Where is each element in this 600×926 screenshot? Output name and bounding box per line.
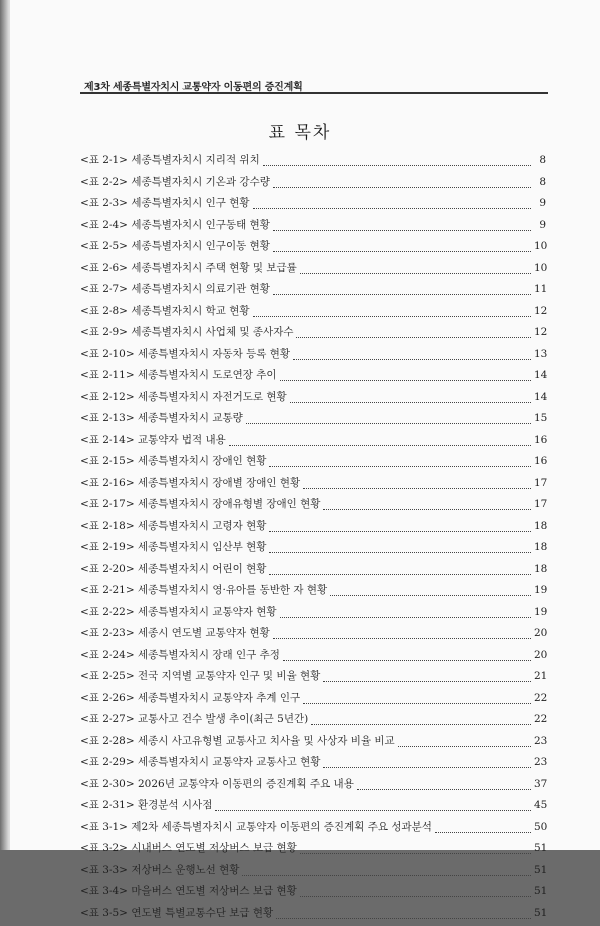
toc-entry <box>80 582 546 604</box>
toc-entry-title: <표 2-3> 세종특별자치시 인구 현황 <box>80 195 250 210</box>
toc-entry-title: <표 2-2> 세종특별자치시 기온과 강수량 <box>80 174 270 189</box>
toc-entry-page-number: 19 <box>534 606 546 618</box>
toc-entry-page-number: 14 <box>534 391 546 403</box>
dot-leader <box>273 294 531 295</box>
dot-leader <box>296 337 531 338</box>
toc-entry <box>80 324 546 346</box>
toc-entry <box>80 776 546 798</box>
toc-entry-page-number: 20 <box>534 649 546 661</box>
toc-entry-page-number: 10 <box>534 240 546 252</box>
dot-leader <box>300 896 531 897</box>
toc-entry-page-number: 23 <box>534 735 546 747</box>
table-of-contents-list <box>80 152 546 926</box>
toc-entry-title: <표 2-25> 전국 지역별 교통약자 인구 및 비율 현황 <box>80 668 320 683</box>
dot-leader <box>303 488 531 489</box>
dot-leader <box>263 165 531 166</box>
dot-leader <box>303 703 531 704</box>
dot-leader <box>269 552 531 553</box>
dot-leader <box>323 681 531 682</box>
dot-leader <box>300 853 531 854</box>
toc-entry <box>80 539 546 561</box>
toc-entry-page-number: 37 <box>534 778 546 790</box>
dot-leader <box>273 251 531 252</box>
toc-entry-page-number: 17 <box>534 477 546 489</box>
toc-entry-page-number: 23 <box>534 756 546 768</box>
toc-entry-title: <표 2-29> 세종특별자치시 교통약자 교통사고 현황 <box>80 754 320 769</box>
toc-entry-page-number: 18 <box>534 520 546 532</box>
toc-entry <box>80 862 546 884</box>
toc-entry-title: <표 3-4> 마을버스 연도별 저상버스 보급 현황 <box>80 883 297 898</box>
toc-entry-page-number: 21 <box>534 670 546 682</box>
dot-leader <box>269 531 531 532</box>
toc-entry-title: <표 2-16> 세종특별자치시 장애별 장애인 현황 <box>80 475 300 490</box>
dot-leader <box>283 660 531 661</box>
toc-entry <box>80 883 546 905</box>
dot-leader <box>276 918 531 919</box>
dot-leader <box>253 208 531 209</box>
toc-entry-title: <표 2-31> 환경분석 시사점 <box>80 797 212 812</box>
toc-entry-title: <표 2-28> 세종시 사고유형별 교통사고 치사율 및 사상자 비율 비교 <box>80 733 395 748</box>
dot-leader <box>323 509 531 510</box>
toc-entry-page-number: 9 <box>534 219 546 231</box>
toc-entry <box>80 690 546 712</box>
toc-entry-page-number: 45 <box>534 799 546 811</box>
toc-entry <box>80 797 546 819</box>
toc-entry <box>80 238 546 260</box>
toc-entry <box>80 281 546 303</box>
toc-entry-page-number: 12 <box>534 326 546 338</box>
toc-entry-title: <표 2-30> 2026년 교통약자 이동편의 증진계획 주요 내용 <box>80 776 354 791</box>
toc-entry <box>80 625 546 647</box>
dot-leader <box>280 617 531 618</box>
dot-leader <box>311 724 531 725</box>
dot-leader <box>253 316 531 317</box>
toc-entry-title: <표 2-15> 세종특별자치시 장애인 현황 <box>80 453 266 468</box>
toc-title: 표 목차 <box>0 118 600 143</box>
dot-leader <box>246 423 531 424</box>
dot-leader <box>273 638 531 639</box>
dot-leader <box>273 187 531 188</box>
toc-entry-page-number: 13 <box>534 348 546 360</box>
toc-entry-page-number: 14 <box>534 369 546 381</box>
toc-entry-page-number: 16 <box>534 455 546 467</box>
toc-entry-page-number: 51 <box>534 842 546 854</box>
toc-entry <box>80 152 546 174</box>
toc-entry-title: <표 2-22> 세종특별자치시 교통약자 현황 <box>80 604 277 619</box>
dot-leader <box>280 380 531 381</box>
toc-entry-page-number: 51 <box>534 885 546 897</box>
toc-entry-page-number: 10 <box>534 262 546 274</box>
toc-entry <box>80 840 546 862</box>
toc-entry <box>80 754 546 776</box>
toc-entry-title: <표 2-26> 세종특별자치시 교통약자 추계 인구 <box>80 690 300 705</box>
toc-entry-page-number: 18 <box>534 541 546 553</box>
toc-entry-title: <표 2-18> 세종특별자치시 고령자 현황 <box>80 518 266 533</box>
toc-entry-page-number: 22 <box>534 713 546 725</box>
toc-entry-title: <표 2-24> 세종특별자치시 장래 인구 추정 <box>80 647 280 662</box>
toc-entry-title: <표 2-14> 교통약자 법적 내용 <box>80 432 226 447</box>
toc-entry-page-number: 50 <box>534 821 546 833</box>
dot-leader <box>269 574 531 575</box>
toc-entry <box>80 260 546 282</box>
toc-entry <box>80 819 546 841</box>
toc-entry-title: <표 3-5> 연도별 특별교통수단 보급 현황 <box>80 905 273 920</box>
toc-entry <box>80 647 546 669</box>
dot-leader <box>242 875 531 876</box>
dot-leader <box>290 402 531 403</box>
toc-entry-page-number: 12 <box>534 305 546 317</box>
dot-leader <box>300 273 531 274</box>
toc-entry-title: <표 2-20> 세종특별자치시 어린이 현황 <box>80 561 266 576</box>
dot-leader <box>323 767 531 768</box>
toc-entry <box>80 733 546 755</box>
toc-entry <box>80 217 546 239</box>
toc-entry-title: <표 2-21> 세종특별자치시 영·유아를 동반한 자 현황 <box>80 582 327 597</box>
toc-entry-title: <표 2-10> 세종특별자치시 자동차 등록 현황 <box>80 346 290 361</box>
dot-leader <box>269 466 531 467</box>
running-header: 제3차 세종특별자치시 교통약자 이동편의 증진계획 <box>84 78 544 93</box>
dot-leader <box>293 359 531 360</box>
toc-entry-page-number: 8 <box>534 154 546 166</box>
toc-entry <box>80 518 546 540</box>
dot-leader <box>435 832 531 833</box>
toc-entry-title: <표 2-11> 세종특별자치시 도로연장 추이 <box>80 367 277 382</box>
toc-entry <box>80 668 546 690</box>
toc-entry-title: <표 2-9> 세종특별자치시 사업체 및 종사자수 <box>80 324 293 339</box>
toc-entry <box>80 195 546 217</box>
toc-entry-title: <표 3-1> 제2차 세종특별자치시 교통약자 이동편의 증진계획 주요 성과분석 <box>80 819 432 834</box>
toc-entry-title: <표 2-19> 세종특별자치시 임산부 현황 <box>80 539 266 554</box>
toc-entry-title: <표 2-23> 세종시 연도별 교통약자 현황 <box>80 625 270 640</box>
toc-entry <box>80 561 546 583</box>
toc-entry <box>80 346 546 368</box>
toc-entry-title: <표 2-17> 세종특별자치시 장애유형별 장애인 현황 <box>80 496 320 511</box>
toc-entry-page-number: 19 <box>534 584 546 596</box>
toc-entry-page-number: 20 <box>534 627 546 639</box>
toc-entry-page-number: 18 <box>534 563 546 575</box>
toc-entry <box>80 604 546 626</box>
toc-entry-page-number: 51 <box>534 864 546 876</box>
toc-entry <box>80 711 546 733</box>
toc-entry-page-number: 51 <box>534 907 546 919</box>
toc-entry <box>80 453 546 475</box>
toc-entry <box>80 432 546 454</box>
dot-leader <box>357 789 531 790</box>
toc-entry-title: <표 2-7> 세종특별자치시 의료기관 현황 <box>80 281 270 296</box>
toc-entry <box>80 303 546 325</box>
toc-entry-title: <표 2-13> 세종특별자치시 교통량 <box>80 410 243 425</box>
toc-entry <box>80 496 546 518</box>
toc-entry <box>80 174 546 196</box>
toc-entry-page-number: 17 <box>534 498 546 510</box>
toc-entry-title: <표 2-8> 세종특별자치시 학교 현황 <box>80 303 250 318</box>
dot-leader <box>330 595 531 596</box>
dot-leader <box>229 445 531 446</box>
dot-leader <box>215 810 531 811</box>
toc-entry-page-number: 11 <box>534 283 546 295</box>
toc-entry-title: <표 2-6> 세종특별자치시 주택 현황 및 보급률 <box>80 260 297 275</box>
toc-entry-title: <표 2-1> 세종특별자치시 지리적 위치 <box>80 152 260 167</box>
toc-entry-page-number: 9 <box>534 197 546 209</box>
toc-entry-title: <표 2-12> 세종특별자치시 자전거도로 현황 <box>80 389 287 404</box>
header-rule <box>80 92 548 94</box>
toc-entry <box>80 905 546 926</box>
dot-leader <box>398 746 531 747</box>
toc-entry <box>80 475 546 497</box>
toc-entry-title: <표 2-5> 세종특별자치시 인구이동 현황 <box>80 238 270 253</box>
toc-entry <box>80 367 546 389</box>
dot-leader <box>273 230 531 231</box>
toc-entry <box>80 389 546 411</box>
toc-entry-page-number: 8 <box>534 176 546 188</box>
toc-entry-title: <표 2-27> 교통사고 건수 발생 추이(최근 5년간) <box>80 711 308 726</box>
toc-entry-title: <표 3-3> 저상버스 운행노선 현황 <box>80 862 239 877</box>
toc-entry-page-number: 16 <box>534 434 546 446</box>
toc-entry-title: <표 2-4> 세종특별자치시 인구동태 현황 <box>80 217 270 232</box>
toc-entry-title: <표 3-2> 시내버스 연도별 저상버스 보급 현황 <box>80 840 297 855</box>
toc-entry-page-number: 22 <box>534 692 546 704</box>
toc-entry <box>80 410 546 432</box>
toc-entry-page-number: 15 <box>534 412 546 424</box>
